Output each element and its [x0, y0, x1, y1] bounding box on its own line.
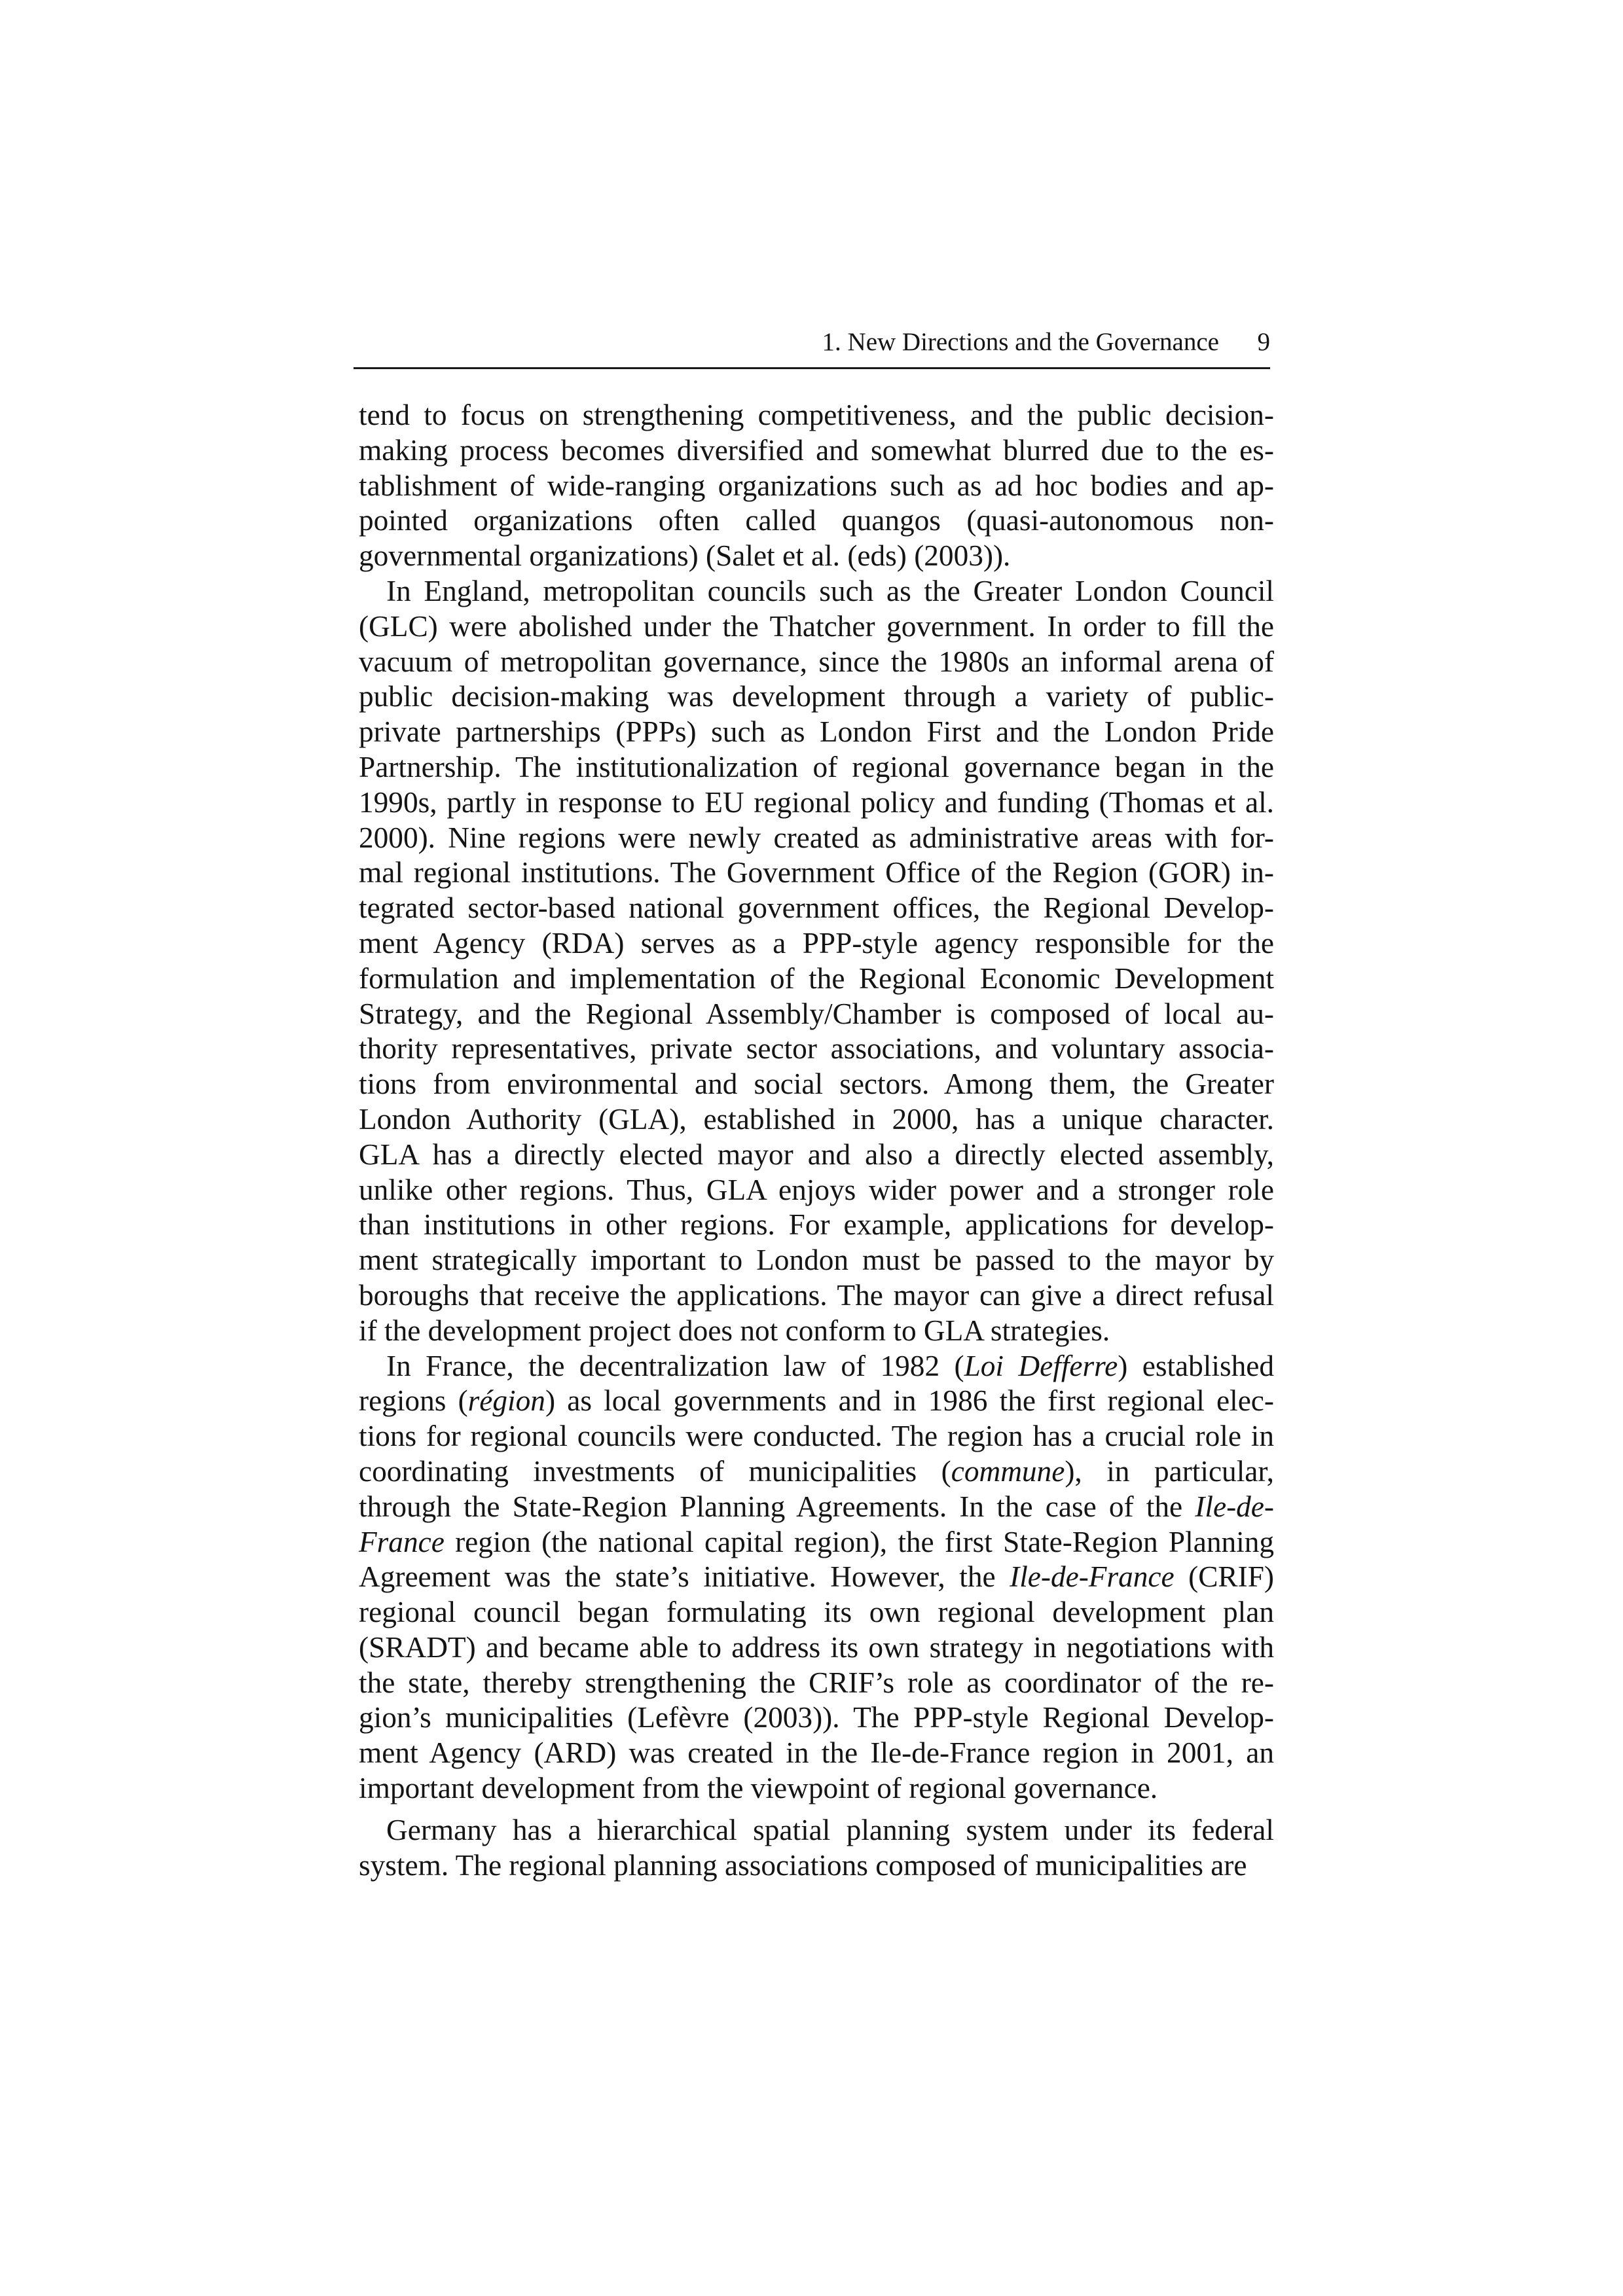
text-line: [359, 1525, 1274, 1560]
text-line: [359, 961, 1274, 997]
text-segment: than institutions in other regions. For example, applications for develop-: [359, 1208, 1274, 1242]
text-segment: (GLC) were abolished under the Thatcher government. In order to fill the: [359, 609, 1274, 643]
text-line: [359, 1278, 1274, 1314]
text-segment: (CRIF): [1174, 1560, 1275, 1594]
text-segment: unlike other regions. Thus, GLA enjoys wider power and a stronger role: [359, 1173, 1274, 1206]
text-line: [359, 1067, 1274, 1102]
text-line: [359, 1102, 1274, 1138]
text-line: [359, 1138, 1274, 1173]
italic-text: commune: [951, 1454, 1065, 1488]
text-segment: Partnership. The institutionalization of regional governance began in the: [359, 750, 1274, 783]
text-segment: the state, thereby strengthening the CRIF’s role as coordinator of the re-: [359, 1666, 1274, 1699]
italic-text: Ile-de-: [1195, 1490, 1274, 1523]
text-line: [359, 926, 1274, 961]
text-segment: private partnerships (PPPs) such as London First and the London Pride: [359, 715, 1274, 749]
text-line: [359, 1454, 1274, 1490]
running-head-title: 1. New Directions and the Governance: [822, 328, 1219, 356]
text-line: [359, 1173, 1274, 1208]
text-line: [359, 574, 1274, 609]
text-line: [359, 433, 1274, 469]
text-segment: boroughs that receive the applications. The mayor can give a direct refusal: [359, 1278, 1274, 1312]
text-line: [359, 715, 1274, 750]
text-line: [359, 1314, 1274, 1349]
text-segment: vacuum of metropolitan governance, since the 1980s an informal arena of: [359, 645, 1274, 678]
text-segment: regional council began formulating its own regional development plan: [359, 1596, 1274, 1629]
text-line: [359, 469, 1274, 504]
text-line: [359, 1666, 1274, 1701]
text-segment: tend to focus on strengthening competitiveness, and the public decision-: [359, 399, 1274, 431]
text-segment: region (the national capital region), the first State-Region Planning: [444, 1525, 1274, 1558]
text-segment: formulation and implementation of the Regional Economic Development: [359, 961, 1274, 995]
italic-text: Loi Defferre: [964, 1349, 1118, 1382]
text-segment: thority representatives, private sector associations, and voluntary associa-: [359, 1032, 1274, 1066]
text-segment: coordinating investments of municipalities (: [359, 1454, 951, 1488]
text-line: [359, 398, 1274, 433]
text-line: [359, 1771, 1274, 1806]
page-number: 9: [1257, 328, 1270, 356]
paragraph: [359, 398, 1274, 574]
text-segment: In France, the decentralization law of 1982 (: [386, 1349, 964, 1382]
text-line: [359, 1384, 1274, 1419]
text-segment: ) as local governments and in 1986 the first regional elec-: [545, 1384, 1274, 1418]
text-line: [359, 539, 1274, 574]
text-line: [359, 1560, 1274, 1595]
text-line: [359, 1736, 1274, 1771]
text-line: [359, 1031, 1274, 1067]
text-line: [359, 503, 1274, 539]
text-segment: ) established: [1118, 1349, 1274, 1382]
text-segment: pointed organizations often called quangos (quasi-autonomous non-: [359, 504, 1274, 537]
text-segment: tions for regional councils were conducted. The region has a crucial role in: [359, 1420, 1274, 1453]
text-segment: Germany has a hierarchical spatial planning system under its federal: [386, 1813, 1274, 1846]
text-segment: Agreement was the state’s initiative. However, the: [359, 1560, 1010, 1594]
text-line: [359, 750, 1274, 785]
italic-text: région: [467, 1384, 545, 1418]
text-segment: tions from environmental and social sectors. Among them, the Greater: [359, 1067, 1274, 1101]
text-segment: through the State-Region Planning Agreements. In the case of the: [359, 1490, 1195, 1523]
paragraph: [359, 1813, 1274, 1884]
text-segment: 2000). Nine regions were newly created as administrative areas with for-: [359, 821, 1274, 854]
text-segment: Strategy, and the Regional Assembly/Chamber is composed of local au-: [359, 997, 1274, 1030]
text-line: [359, 1848, 1274, 1884]
text-segment: mal regional institutions. The Government Office of the Region (GOR) in-: [359, 856, 1274, 889]
text-segment: governmental organizations) (Salet et al. (eds) (2003)).: [359, 539, 1011, 573]
text-line: [359, 1208, 1274, 1243]
italic-text: France: [359, 1525, 445, 1558]
text-line: [359, 821, 1274, 856]
text-line: [359, 1700, 1274, 1736]
text-line: [359, 855, 1274, 891]
text-segment: public decision-making was development through a variety of public-: [359, 680, 1274, 713]
text-line: [359, 1349, 1274, 1384]
text-line: [359, 1243, 1274, 1278]
text-segment: ), in particular,: [1065, 1454, 1274, 1488]
paragraph: [359, 1349, 1274, 1806]
body-text: [359, 398, 1274, 1883]
text-segment: tablishment of wide-ranging organizations such as ad hoc bodies and ap-: [359, 469, 1274, 502]
italic-text: Ile-de-France: [1010, 1560, 1175, 1594]
text-line: [359, 1419, 1274, 1454]
text-line: [359, 609, 1274, 645]
text-segment: 1990s, partly in response to EU regional policy and funding (Thomas et al.: [359, 785, 1274, 819]
text-line: [359, 891, 1274, 926]
text-segment: ment strategically important to London must be passed to the mayor by: [359, 1244, 1274, 1277]
text-segment: important development from the viewpoint of regional governance.: [359, 1772, 1158, 1805]
text-line: [359, 645, 1274, 680]
text-segment: London Authority (GLA), established in 2000, has a unique character.: [359, 1102, 1274, 1136]
text-line: [359, 785, 1274, 821]
text-segment: In England, metropolitan councils such as the Greater London Council: [386, 574, 1274, 607]
text-segment: GLA has a directly elected mayor and also a directly elected assembly,: [359, 1138, 1274, 1171]
text-line: [359, 1813, 1274, 1848]
text-line: [359, 679, 1274, 715]
text-segment: system. The regional planning associations composed of municipalities are: [359, 1848, 1247, 1882]
text-segment: ment Agency (RDA) serves as a PPP-style agency responsible for the: [359, 926, 1274, 960]
paragraph: [359, 574, 1274, 1349]
text-segment: making process becomes diversified and somewhat blurred due to the es-: [359, 433, 1274, 467]
text-segment: if the development project does not conform to GLA strategies.: [359, 1314, 1110, 1347]
text-segment: (SRADT) and became able to address its own strategy in negotiations with: [359, 1630, 1274, 1664]
running-head: [354, 323, 1270, 369]
text-segment: regions (: [359, 1384, 468, 1418]
text-line: [359, 997, 1274, 1032]
text-segment: gion’s municipalities (Lefèvre (2003)). The PPP-style Regional Develop-: [359, 1701, 1274, 1734]
text-line: [359, 1595, 1274, 1630]
text-line: [359, 1630, 1274, 1666]
text-segment: tegrated sector-based national government offices, the Regional Develop-: [359, 891, 1274, 925]
text-segment: ment Agency (ARD) was created in the Ile-de-France region in 2001, an: [359, 1736, 1274, 1770]
text-line: [359, 1490, 1274, 1525]
